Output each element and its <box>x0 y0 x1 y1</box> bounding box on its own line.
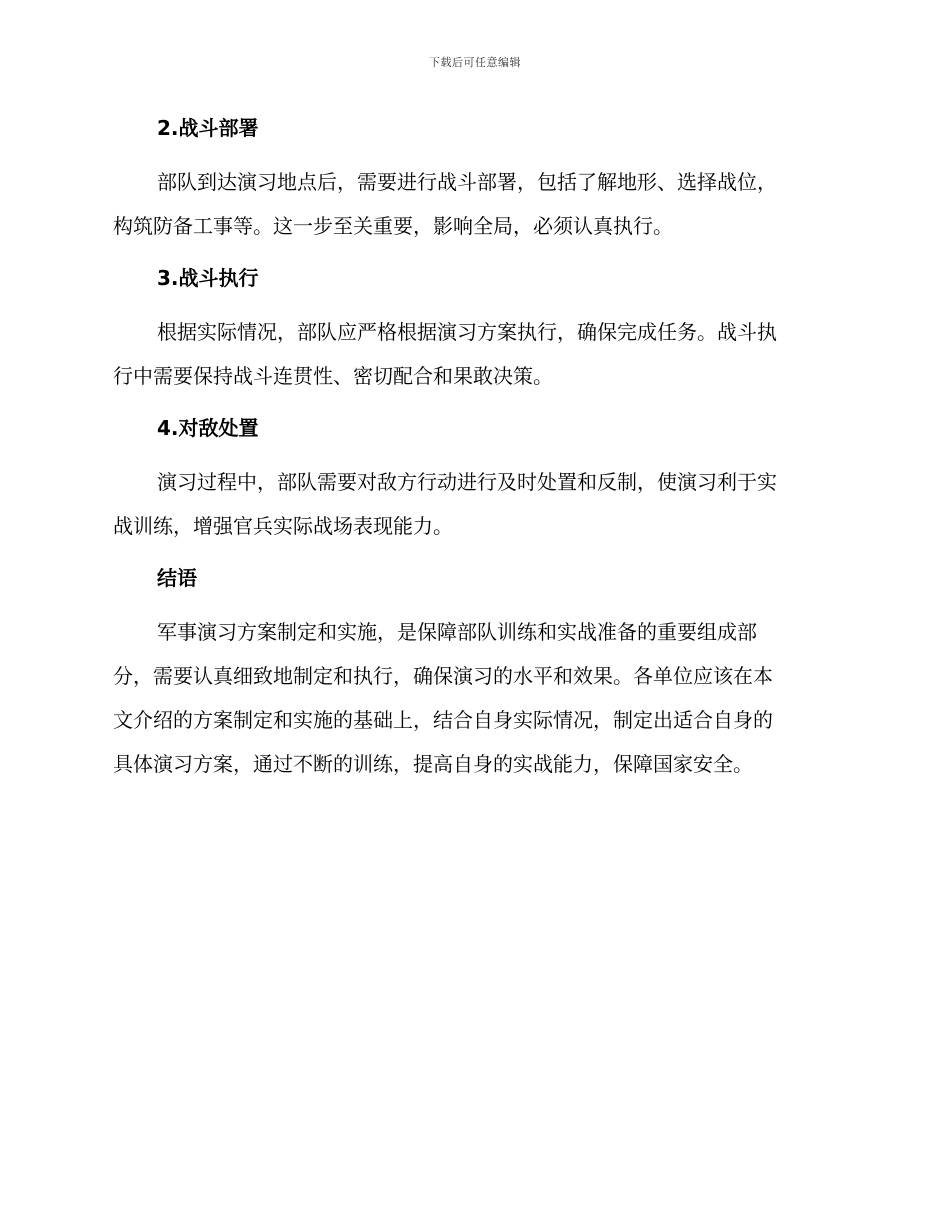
paragraph-line: 构筑防备工事等。这一步至关重要，影响全局，必须认真执行。 <box>113 214 673 238</box>
paragraph-line: 具体演习方案，通过不断的训练，提高自身的实战能力，保障国家安全。 <box>113 752 753 776</box>
paragraph-line: 行中需要保持战斗连贯性、密切配合和果敢决策。 <box>113 364 553 388</box>
paragraph-line: 部队到达演习地点后，需要进行战斗部署，包括了解地形、选择战位， <box>157 170 777 194</box>
section-paragraph-execution <box>113 310 833 398</box>
section-paragraph-conclusion <box>113 610 833 786</box>
section-heading-execution: 3.战斗执行 <box>157 266 259 290</box>
section-heading-deployment: 2.战斗部署 <box>157 116 259 140</box>
paragraph-line: 军事演习方案制定和实施，是保障部队训练和实战准备的重要组成部 <box>157 620 757 644</box>
paragraph-line: 文介绍的方案制定和实施的基础上，结合自身实际情况，制定出适合自身的 <box>113 708 773 732</box>
section-heading-enemy-handling: 4.对敌处置 <box>157 416 259 440</box>
section-paragraph-enemy-handling <box>113 460 833 548</box>
paragraph-line: 演习过程中，部队需要对敌方行动进行及时处置和反制，使演习利于实 <box>157 470 777 494</box>
paragraph-line: 战训练，增强官兵实际战场表现能力。 <box>113 514 453 538</box>
paragraph-line: 根据实际情况，部队应严格根据演习方案执行，确保完成任务。战斗执 <box>157 320 777 344</box>
header-note: 下载后可任意编辑 <box>429 56 521 69</box>
paragraph-line: 分，需要认真细致地制定和执行，确保演习的水平和效果。各单位应该在本 <box>113 664 773 688</box>
section-heading-conclusion: 结语 <box>157 566 197 590</box>
document-body <box>113 112 833 800</box>
section-paragraph-deployment <box>113 160 833 248</box>
